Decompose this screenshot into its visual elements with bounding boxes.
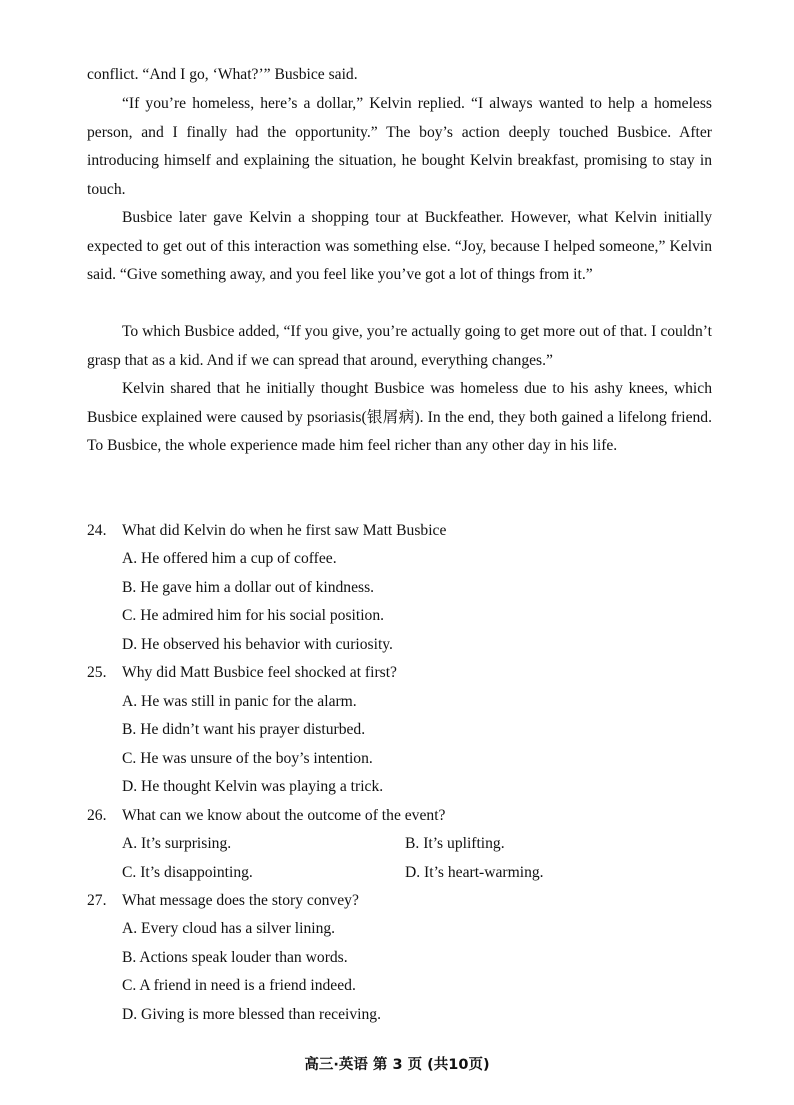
question-stem: [87, 802, 727, 831]
option-a[interactable]: A. He was still in panic for the alarm.: [122, 693, 357, 710]
question-text: What did Kelvin do when he first saw Matt Busbice: [122, 522, 447, 539]
option-b[interactable]: B. He didn’t want his prayer disturbed.: [122, 721, 366, 738]
option-b[interactable]: B. He gave him a dollar out of kindness.: [122, 579, 375, 596]
passage-paragraph: “If you’re homeless, here’s a dollar,” Kelvin replied. “I always wanted to help a homeless person, and I finally had the opportunity.” The boy’s action deeply touched Busbice. After introducing himself and explaining the situation, he bought Kelvin breakfast, promising to stay in touch.: [87, 95, 712, 198]
page-footer: 高三·英语 第 3 页 (共10页): [304, 1057, 490, 1073]
option-d[interactable]: D. Giving is more blessed than receiving.: [122, 1006, 381, 1023]
option-c[interactable]: C. He admired him for his social position.: [122, 607, 385, 624]
option-a[interactable]: A. It’s surprising.: [122, 835, 232, 852]
option-b[interactable]: B. It’s uplifting.: [405, 835, 505, 852]
option-d[interactable]: D. He observed his behavior with curiosity.: [122, 636, 393, 653]
question-number: 26.: [87, 807, 107, 824]
question-text: What message does the story convey?: [122, 892, 359, 909]
option-c[interactable]: C. It’s disappointing.: [122, 864, 253, 881]
option-a[interactable]: A. He offered him a cup of coffee.: [122, 550, 337, 567]
question-text: What can we know about the outcome of the event?: [122, 807, 446, 824]
option-a[interactable]: A. Every cloud has a silver lining.: [122, 920, 336, 937]
passage-paragraph: Busbice later gave Kelvin a shopping tour at Buckfeather. However, what Kelvin initially expected to get out of this interaction was something else. “Joy, because I helped someone,” Kelvin said. “Give something away, and you feel like you’ve got a lot of things from it.”: [87, 209, 712, 283]
question-stem: [87, 517, 727, 546]
option-c[interactable]: C. He was unsure of the boy’s intention.: [122, 750, 373, 767]
passage-paragraph: Kelvin shared that he initially thought Busbice was homeless due to his ashy knees, which Busbice explained were caused by psoriasis(银屑病). In the end, they both gained a lifelong friend. To Busbice, the whole experience made him feel richer than any other day in his life.: [87, 380, 712, 454]
option-c[interactable]: C. A friend in need is a friend indeed.: [122, 977, 356, 994]
question-stem: [87, 887, 727, 916]
question-number: 27.: [87, 892, 107, 909]
passage-paragraph: To which Busbice added, “If you give, you’re actually going to get more out of that. I couldn’t grasp that as a kid. And if we can spread that around, everything changes.”: [87, 323, 712, 369]
option-d[interactable]: D. It’s heart-warming.: [405, 864, 544, 881]
option-b[interactable]: B. Actions speak louder than words.: [122, 949, 348, 966]
question-number: 25.: [87, 664, 107, 681]
passage-paragraph: conflict. “And I go, ‘What?’” Busbice said.: [87, 66, 358, 83]
question-stem: [87, 659, 727, 688]
question-text: Why did Matt Busbice feel shocked at first?: [122, 664, 397, 681]
option-d[interactable]: D. He thought Kelvin was playing a trick.: [122, 778, 384, 795]
question-number: 24.: [87, 522, 107, 539]
